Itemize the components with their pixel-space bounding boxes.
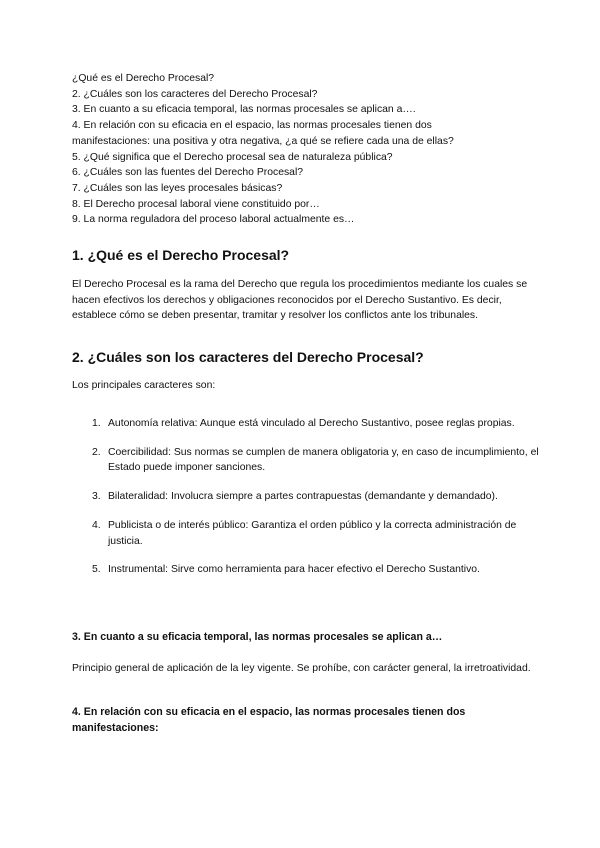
section-3-paragraph: Principio general de aplicación de la ley vigente. Se prohíbe, con carácter general, la irretroatividad. (72, 663, 531, 674)
list-item-number: 4. (92, 519, 101, 531)
question-list (72, 71, 542, 228)
characteristics-list (72, 416, 542, 591)
list-item (72, 445, 542, 476)
list-item-number: 5. (92, 564, 101, 576)
question-list-item: 7. ¿Cuáles son las leyes procesales básicas? (72, 182, 283, 194)
question-list-item: 5. ¿Qué significa que el Derecho procesal sea de naturaleza pública? (72, 151, 393, 163)
list-item-number: 2. (92, 446, 101, 458)
question-list-item: 4. En relación con su eficacia en el espacio, las normas procesales tienen dos (72, 120, 432, 132)
section-2-intro: Los principales caracteres son: (72, 380, 216, 391)
list-item (72, 416, 542, 432)
list-item-number: 1. (92, 418, 101, 429)
list-item-text: Instrumental: Sirve como herramienta para hacer efectivo el Derecho Sustantivo. (108, 564, 480, 576)
list-item (72, 489, 542, 505)
question-list-item: 3. En cuanto a su eficacia temporal, las normas procesales se aplican a…. (72, 104, 416, 116)
list-item-number: 3. (92, 491, 101, 503)
question-list-item: 8. El Derecho procesal laboral viene constituido por… (72, 198, 320, 210)
question-list-item: ¿Qué es el Derecho Procesal? (72, 73, 215, 84)
question-list-item: 6. ¿Cuáles son las fuentes del Derecho Procesal? (72, 167, 304, 179)
question-list-item: 2. ¿Cuáles son los caracteres del Derecho Procesal? (72, 88, 318, 100)
list-item (72, 518, 542, 549)
list-item-text: Autonomía relativa: Aunque está vinculado al Derecho Sustantivo, posee reglas propias. (108, 418, 515, 429)
list-item-text: Bilateralidad: Involucra siempre a partes contrapuestas (demandante y demandado). (108, 491, 498, 503)
section-4-heading: 4. En relación con su eficacia en el espacio, las normas procesales tienen dos manifestaciones: (72, 706, 466, 734)
list-item-text: Publicista o de interés público: Garantiza el orden público y la correcta administración de justicia. (108, 519, 517, 547)
section-2-heading: 2. ¿Cuáles son los caracteres del Derecho Procesal? (72, 349, 424, 365)
question-list-item: manifestaciones: una positiva y otra negativa, ¿a qué se refiere cada una de ellas? (72, 135, 454, 147)
list-item-text: Coercibilidad: Sus normas se cumplen de manera obligatoria y, en caso de incumplimiento, el Estado puede imponer sanciones. (108, 446, 539, 474)
list-item (72, 562, 542, 578)
section-1-paragraph: El Derecho Procesal es la rama del Derecho que regula los procedimientos mediante los cuales se hacen efectivos los derechos y obligaciones reconocidos por el Derecho Sustantivo. Es decir, establece cómo se deben presentar, tramitar y resolver los conflictos ante los tribunales. (72, 279, 528, 322)
question-list-item: 9. La norma reguladora del proceso laboral actualmente es… (72, 214, 355, 226)
section-1-heading: 1. ¿Qué es el Derecho Procesal? (72, 247, 290, 263)
section-3-heading: 3. En cuanto a su eficacia temporal, las normas procesales se aplican a… (72, 631, 443, 643)
